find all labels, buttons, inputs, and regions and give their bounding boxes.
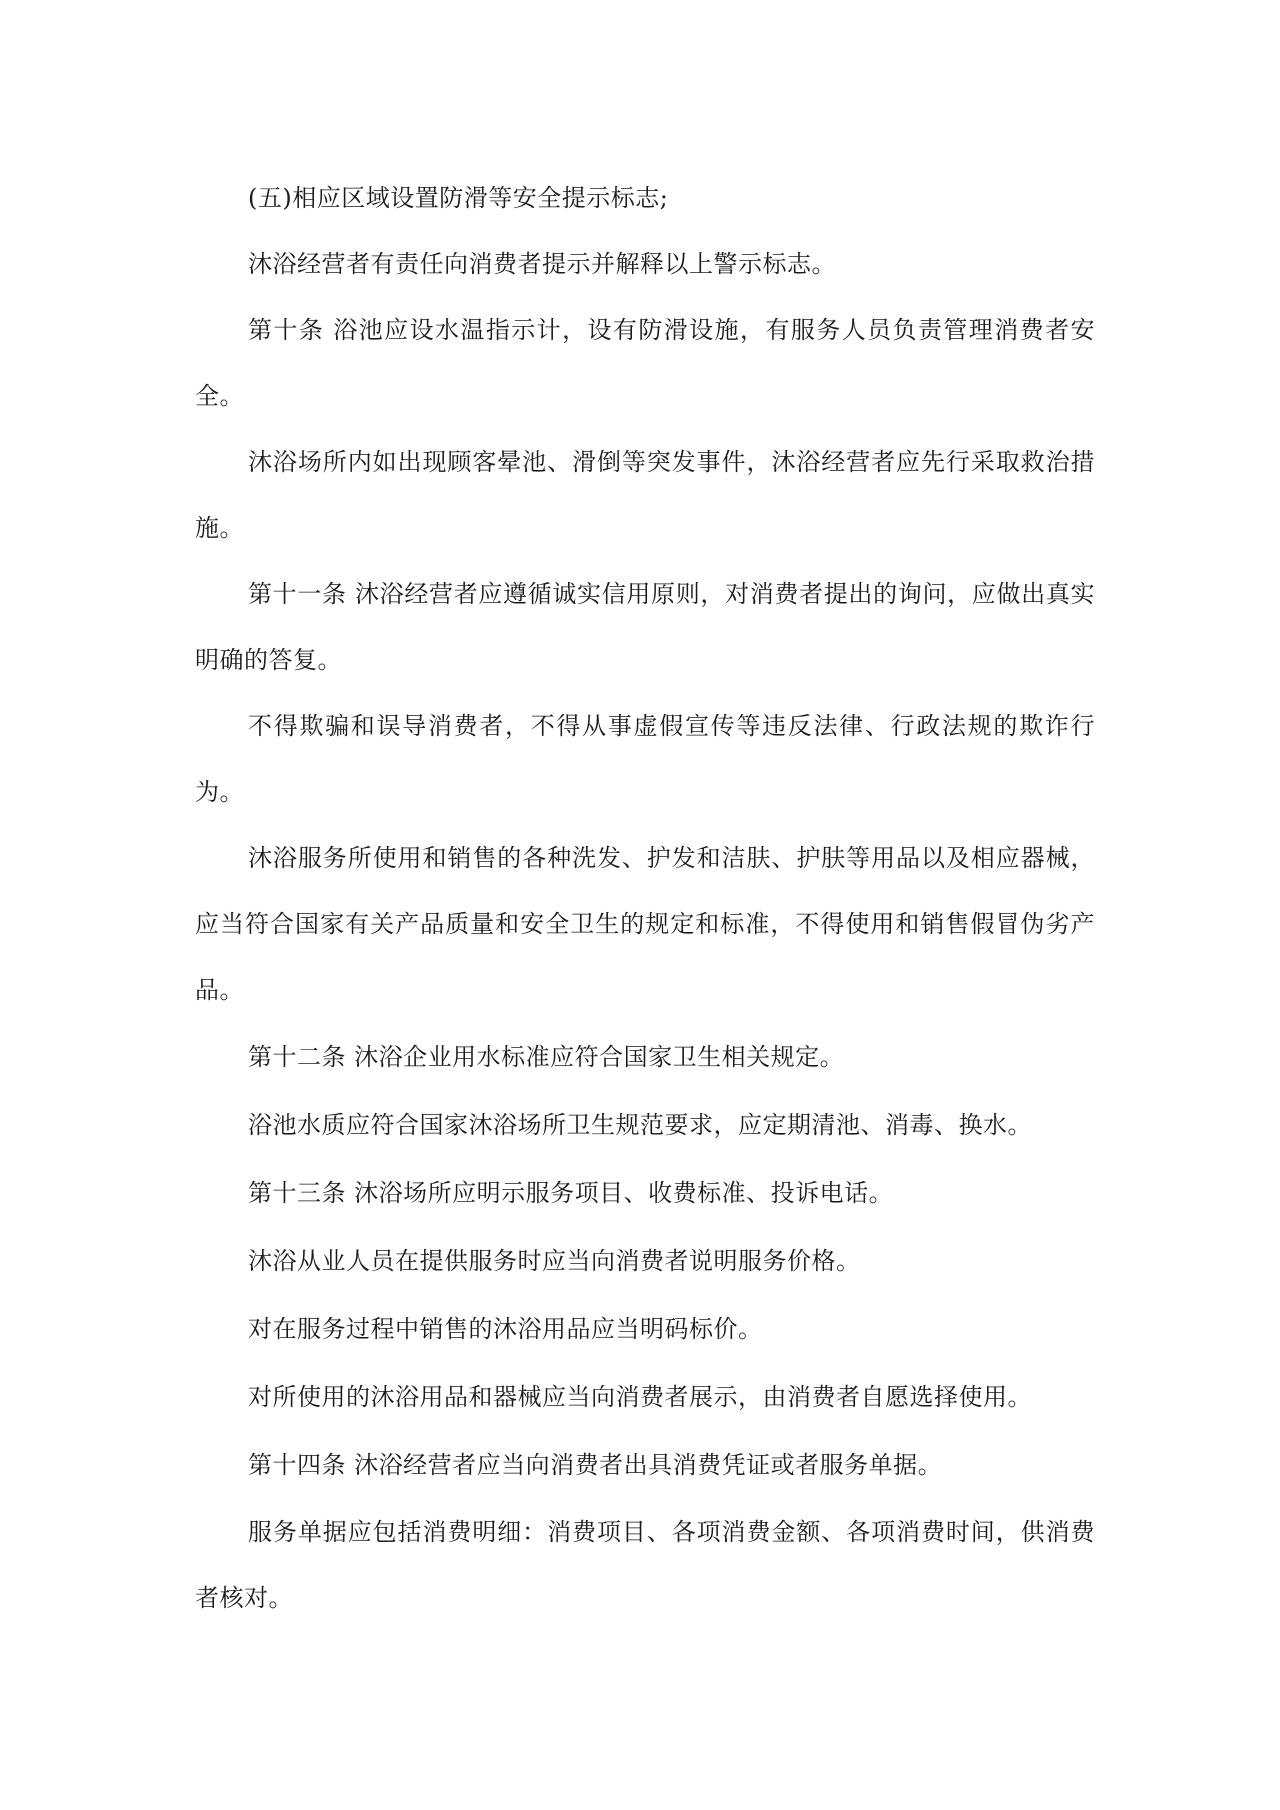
paragraph-price-tag: 对在服务过程中销售的沐浴用品应当明码标价。: [248, 1315, 763, 1343]
paragraph-emergency: 沐浴场所内如出现顾客晕池、滑倒等突发事件，沐浴经营者应先行采取救治措施。: [195, 448, 1095, 542]
paragraph-product-display: 对所使用的沐浴用品和器械应当向消费者展示，由消费者自愿选择使用。: [248, 1383, 1032, 1411]
paragraph-warning-explain: 沐浴经营者有责任向消费者提示并解释以上警示标志。: [248, 250, 836, 278]
paragraph-item-5: (五)相应区域设置防滑等安全提示标志;: [248, 184, 669, 212]
paragraph-article-13: 第十三条 沐浴场所应明示服务项目、收费标准、投诉电话。: [248, 1179, 894, 1207]
paragraph-article-12: 第十二条 沐浴企业用水标准应符合国家卫生相关规定。: [248, 1043, 845, 1071]
paragraph-no-fraud: 不得欺骗和误导消费者，不得从事虚假宣传等违反法律、行政法规的欺诈行为。: [195, 712, 1095, 806]
document-body: [195, 165, 1095, 1631]
paragraph-article-10: 第十条 浴池应设水温指示计，设有防滑设施，有服务人员负责管理消费者安全。: [195, 316, 1095, 410]
paragraph-article-14: 第十四条 沐浴经营者应当向消费者出具消费凭证或者服务单据。: [248, 1451, 943, 1479]
paragraph-receipt-details: 服务单据应包括消费明细：消费项目、各项消费金额、各项消费时间，供消费者核对。: [195, 1518, 1095, 1612]
paragraph-water-quality: 浴池水质应符合国家沐浴场所卫生规范要求，应定期清池、消毒、换水。: [248, 1111, 1032, 1139]
paragraph-products: 沐浴服务所使用和销售的各种洗发、护发和洁肤、护肤等用品以及相应器械，应当符合国家有关产品质量和安全卫生的规定和标准，不得使用和销售假冒伪劣产品。: [195, 844, 1095, 1004]
paragraph-article-11: 第十一条 沐浴经营者应遵循诚实信用原则，对消费者提出的询问，应做出真实明确的答复。: [195, 580, 1095, 674]
paragraph-price-explain: 沐浴从业人员在提供服务时应当向消费者说明服务价格。: [248, 1247, 861, 1275]
